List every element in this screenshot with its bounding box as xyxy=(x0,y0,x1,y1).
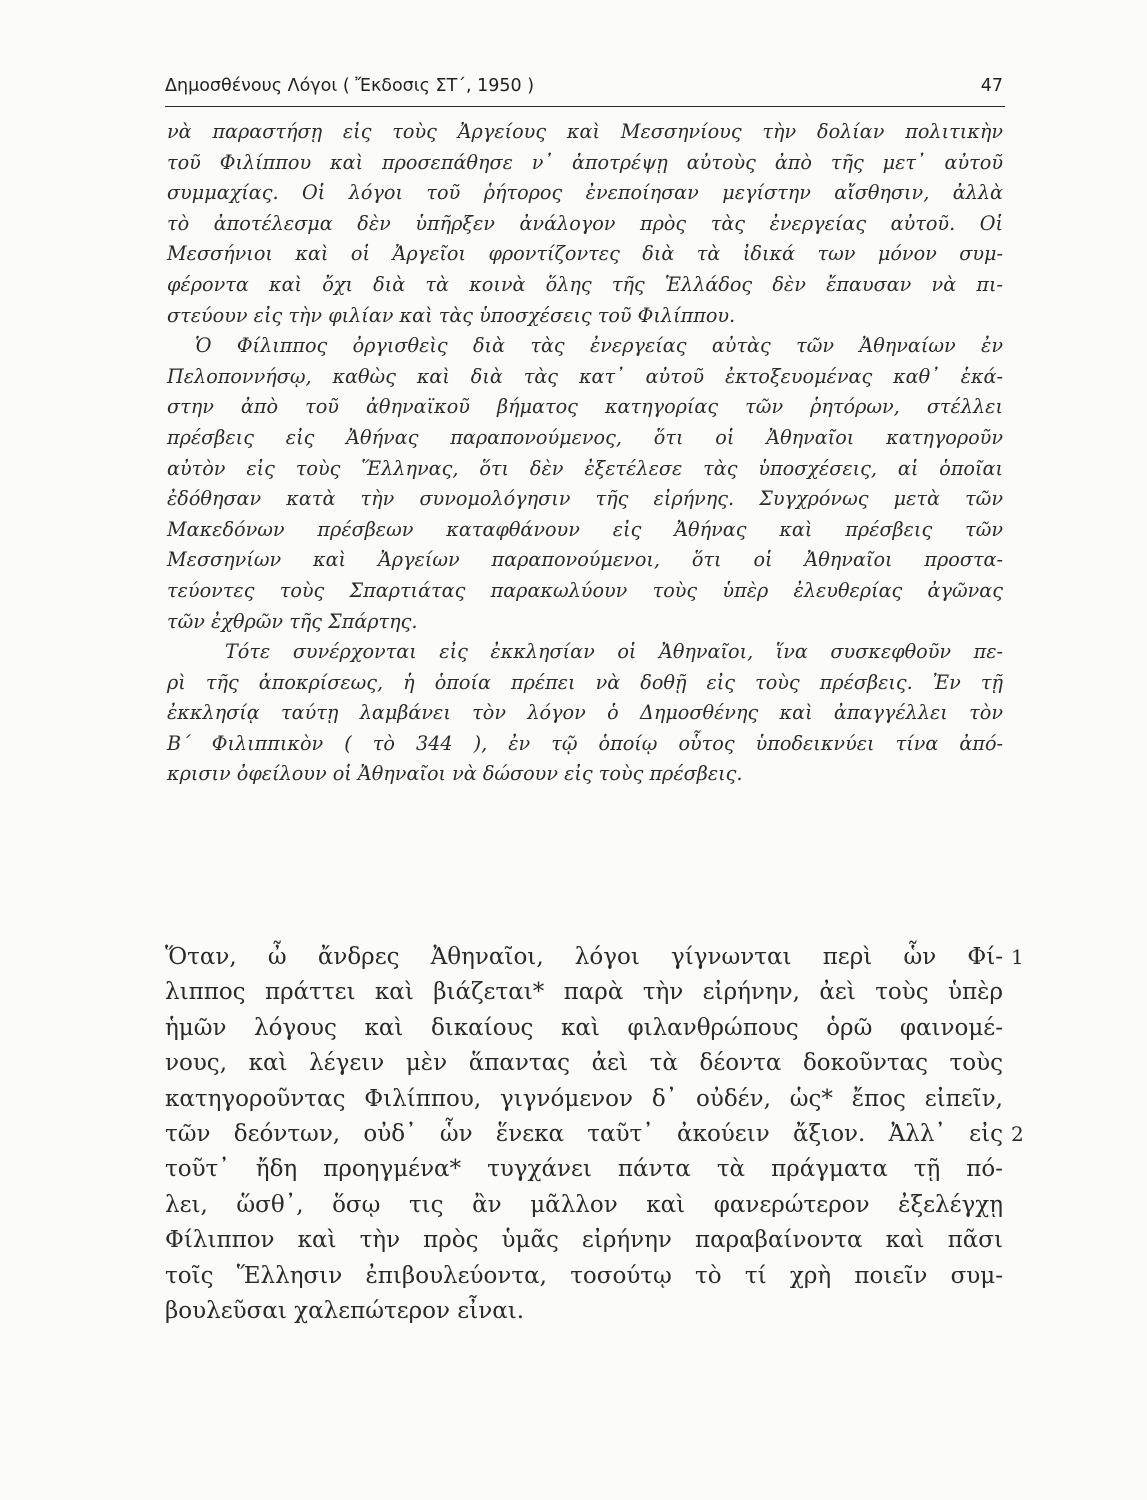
speech-line: Ὅταν, ὦ ἄνδρες Ἀθηναῖοι, λόγοι γίγνωνται περὶ ὧν Φί- xyxy=(165,944,1003,970)
intro-line: ρὶ τῆς ἀποκρίσεως, ἡ ὁποία πρέπει νὰ δοθῇ εἰς τοὺς πρέσβεις. Ἐν τῇ xyxy=(167,670,1003,694)
speech-line: βουλεῦσαι χαλεπώτερον εἶναι. xyxy=(165,1297,525,1324)
intro-line: φέροντα καὶ ὄχι διὰ τὰ κοινὰ ὅλης τῆς Ἑλλάδος δὲν ἔπαυσαν νὰ πι- xyxy=(167,272,1003,296)
section-number: 2 xyxy=(1011,1122,1024,1146)
speech-line: λει, ὥσθ᾽, ὅσῳ τις ἂν μᾶλλον καὶ φανερώτερον ἐξελέγχῃ xyxy=(165,1191,1003,1218)
intro-line: ἐδόθησαν κατὰ τὴν συνομολόγησιν τῆς εἰρήνης. Συγχρόνως μετὰ τῶν xyxy=(167,487,1003,511)
intro-line: Τότε συνέρχονται εἰς ἐκκλησίαν οἱ Ἀθηναῖοι, ἵνα συσκεφθοῦν πε- xyxy=(225,640,1003,664)
speech-line: λιππος πράττει καὶ βιάζεται* παρὰ τὴν εἰρήνην, ἀεὶ τοὺς ὑπὲρ xyxy=(165,979,1003,1006)
running-header xyxy=(165,74,1005,107)
speech-line: κατηγοροῦντας Φιλίππου, γιγνόμενον δ᾽ οὐδέν, ὡς* ἔπος εἰπεῖν, xyxy=(165,1085,1003,1112)
intro-line: Μακεδόνων πρέσβεων καταφθάνουν εἰς Ἀθήνας καὶ πρέσβεις τῶν xyxy=(167,517,1003,541)
intro-line: πρέσβεις εἰς Ἀθήνας παραπονούμενος, ὅτι οἱ Ἀθηναῖοι κατηγοροῦν xyxy=(167,425,1003,449)
intro-line: Μεσσήνιοι καὶ οἱ Ἀργεῖοι φροντίζοντες διὰ τὰ ἰδικά των μόνον συμ- xyxy=(167,242,1003,266)
introduction-text xyxy=(167,117,1003,790)
header-title: Δημοσθένους Λόγοι ( Ἔκδοσις ΣΤ΄, 1950 ) xyxy=(165,76,535,96)
intro-line: ἐκκλησίᾳ ταύτῃ λαμβάνει τὸν λόγον ὁ Δημοσθένης καὶ ἀπαγγέλλει τὸν xyxy=(167,701,1003,725)
intro-line: Ὁ Φίλιππος ὀργισθεὶς διὰ τὰς ἐνεργείας αὐτὰς τῶν Ἀθηναίων ἐν xyxy=(195,334,1003,358)
intro-line: τῶν ἐχθρῶν τῆς Σπάρτης. xyxy=(167,609,418,633)
intro-line: στεύουν εἰς τὴν φιλίαν καὶ τὰς ὑποσχέσεις τοῦ Φιλίππου. xyxy=(167,303,736,327)
intro-line: τεύοντες τοὺς Σπαρτιάτας παρακωλύουν τοὺς ὑπὲρ ἐλευθερίας ἀγῶνας xyxy=(167,578,1003,602)
speech-text xyxy=(165,940,1003,1329)
intro-line: τὸ ἀποτέλεσμα δὲν ὑπῆρξεν ἀνάλογον πρὸς τὰς ἐνεργείας αὐτοῦ. Οἱ xyxy=(167,211,1003,235)
intro-line: Πελοποννήσῳ, καθὼς καὶ διὰ τὰς κατ᾽ αὐτοῦ ἐκτοξευομένας καθ᾽ ἑκά- xyxy=(167,364,1003,388)
intro-line: Μεσσηνίων καὶ Ἀργείων παραπονούμενοι, ὅτι οἱ Ἀθηναῖοι προστα- xyxy=(167,548,1003,572)
speech-line: Φίλιππον καὶ τὴν πρὸς ὑμᾶς εἰρήνην παραβαίνοντα καὶ πᾶσι xyxy=(165,1227,1003,1254)
intro-line: Β΄ Φιλιππικὸν ( τὸ 344 ), ἐν τῷ ὁποίῳ οὗτος ὑποδεικνύει τίνα ἀπό- xyxy=(167,731,1003,755)
speech-line: ἡμῶν λόγους καὶ δικαίους καὶ φιλανθρώπους ὁρῶ φαινομέ- xyxy=(165,1014,1003,1041)
intro-line: νὰ παραστήσῃ εἰς τοὺς Ἀργείους καὶ Μεσσηνίους τὴν δολίαν πολιτικὴν xyxy=(167,120,1003,143)
speech-line: τῶν δεόντων, οὐδ᾽ ὧν ἕνεκα ταῦτ᾽ ἀκούειν ἄξιον. Ἀλλ᾽ εἰς xyxy=(165,1120,1003,1147)
intro-line: τοῦ Φιλίππου καὶ προσεπάθησε ν᾽ ἀποτρέψῃ αὐτοὺς ἀπὸ τῆς μετ᾽ αὐτοῦ xyxy=(167,150,1003,174)
intro-line: αὐτὸν εἰς τοὺς Ἕλληνας, ὅτι δὲν ἐξετέλεσε τὰς ὑποσχέσεις, αἱ ὁποῖαι xyxy=(167,456,1003,480)
section-number: 1 xyxy=(1011,945,1024,969)
speech-line: τοῖς Ἕλλησιν ἐπιβουλεύοντα, τοσούτῳ τὸ τί χρὴ ποιεῖν συμ- xyxy=(165,1262,1003,1289)
speech-line: νους, καὶ λέγειν μὲν ἅπαντας ἀεὶ τὰ δέοντα δοκοῦντας τοὺς xyxy=(165,1050,1003,1077)
speech-line: τοῦτ᾽ ἤδη προηγμένα* τυγχάνει πάντα τὰ πράγματα τῇ πό- xyxy=(165,1156,1003,1183)
intro-line: κρισιν ὀφείλουν οἱ Ἀθηναῖοι νὰ δώσουν εἰς τοὺς πρέσβεις. xyxy=(167,762,743,786)
page-number: 47 xyxy=(980,76,1003,96)
intro-line: στην ἀπὸ τοῦ ἀθηναϊκοῦ βήματος κατηγορίας τῶν ῥητόρων, στέλλει xyxy=(167,395,1003,419)
intro-line: συμμαχίας. Οἱ λόγοι τοῦ ῥήτορος ἐνεποίησαν μεγίστην αἴσθησιν, ἀλλὰ xyxy=(167,181,1003,205)
